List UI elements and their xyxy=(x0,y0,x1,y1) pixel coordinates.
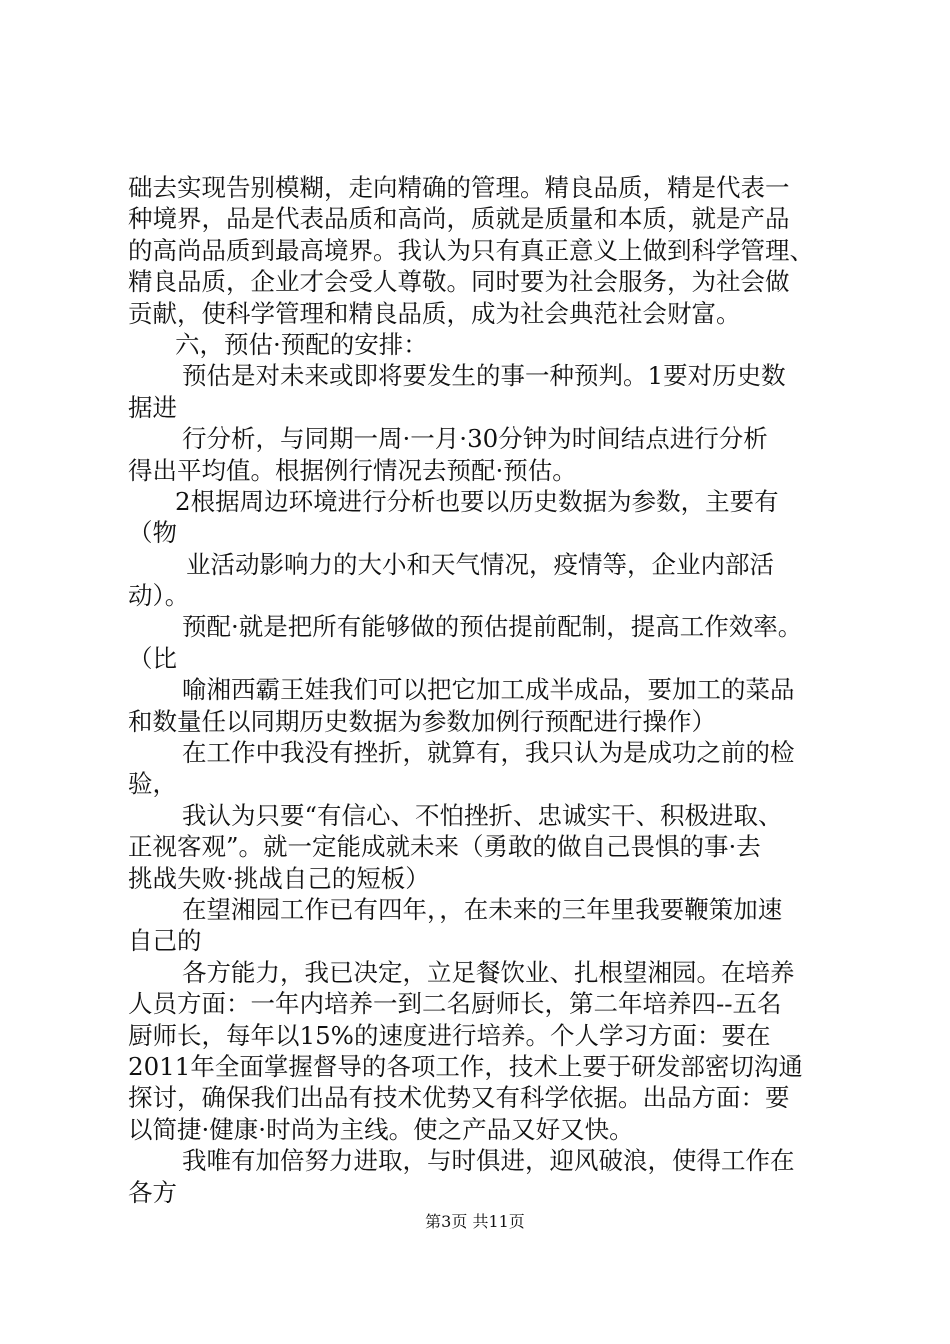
text-line: 我唯有加倍努力进取，与时俱进，迎风破浪，使得工作在 xyxy=(182,1146,795,1176)
text-line: 精良品质，企业才会受人尊敬。同时要为社会服务，为社会做 xyxy=(128,267,790,297)
text-line: 正视客观”。就一定能成就未来（勇敢的做自己畏惧的事·去 xyxy=(128,832,761,862)
text-line: 人员方面：一年内培养一到二名厨师长，第二年培养四--五名 xyxy=(128,989,782,1019)
text-line: （比 xyxy=(128,643,177,673)
text-line: 六，预估·预配的安排： xyxy=(175,329,428,359)
text-line: 的高尚品质到最高境界。我认为只有真正意义上做到科学管理、 xyxy=(128,235,814,265)
text-line: 在望湘园工作已有四年，，在未来的三年里我要鞭策加速 xyxy=(182,894,783,924)
text-line: 和数量任以同期历史数据为参数加例行预配进行操作） xyxy=(128,706,716,736)
text-line: 2011年全面掌握督导的各项工作，技术上要于研发部密切沟通 xyxy=(128,1051,803,1081)
page-footer: 第3页 共11页 xyxy=(425,1212,525,1231)
text-line: 我认为只要“有信心、不怕挫折、忠诚实干、积极进取、 xyxy=(182,800,783,830)
text-line: 预配·就是把所有能够做的预估提前配制，提高工作效率。 xyxy=(182,612,803,642)
text-line: 验， xyxy=(128,769,177,799)
text-line: 喻湘西霸王娃我们可以把它加工成半成品，要加工的菜品 xyxy=(182,675,795,705)
text-line: 得出平均值。根据例行情况去预配·预估。 xyxy=(128,455,577,485)
text-line: （物 xyxy=(128,518,177,548)
text-line: 以简捷·健康·时尚为主线。使之产品又好又快。 xyxy=(128,1114,634,1144)
text-line: 探讨，确保我们出品有技术优势又有科学依据。出品方面：要 xyxy=(128,1083,790,1113)
text-line: 在工作中我没有挫折，就算有，我只认为是成功之前的检 xyxy=(182,738,795,768)
text-line: 各方 xyxy=(128,1177,177,1207)
text-line: 贡献，使科学管理和精良品质，成为社会典范社会财富。 xyxy=(128,298,741,328)
text-line: 动）。 xyxy=(128,581,190,611)
text-line: 厨师长，每年以15%的速度进行培养。个人学习方面：要在 xyxy=(128,1020,771,1050)
text-line: 2根据周边环境进行分析也要以历史数据为参数，主要有 xyxy=(175,486,779,516)
text-line: 自己的 xyxy=(128,926,202,956)
text-line: 预估是对未来或即将要发生的事一种预判。1要对历史数 xyxy=(182,361,786,391)
text-line: 业活动影响力的大小和天气情况，疫情等，企业内部活 xyxy=(186,549,774,579)
text-line: 种境界，品是代表品质和高尚，质就是质量和本质，就是产品 xyxy=(128,204,790,234)
text-line: 础去实现告别模糊，走向精确的管理。精良品质，精是代表一 xyxy=(128,173,790,202)
text-line: 行分析，与同期一周·一月·30分钟为时间结点进行分析 xyxy=(182,424,768,454)
document-body xyxy=(128,172,838,1208)
text-line: 挑战失败·挑战自己的短板） xyxy=(128,863,430,893)
text-line: 各方能力，我已决定，立足餐饮业、扎根望湘园。在培养 xyxy=(182,957,795,987)
text-line: 据进 xyxy=(128,392,177,422)
